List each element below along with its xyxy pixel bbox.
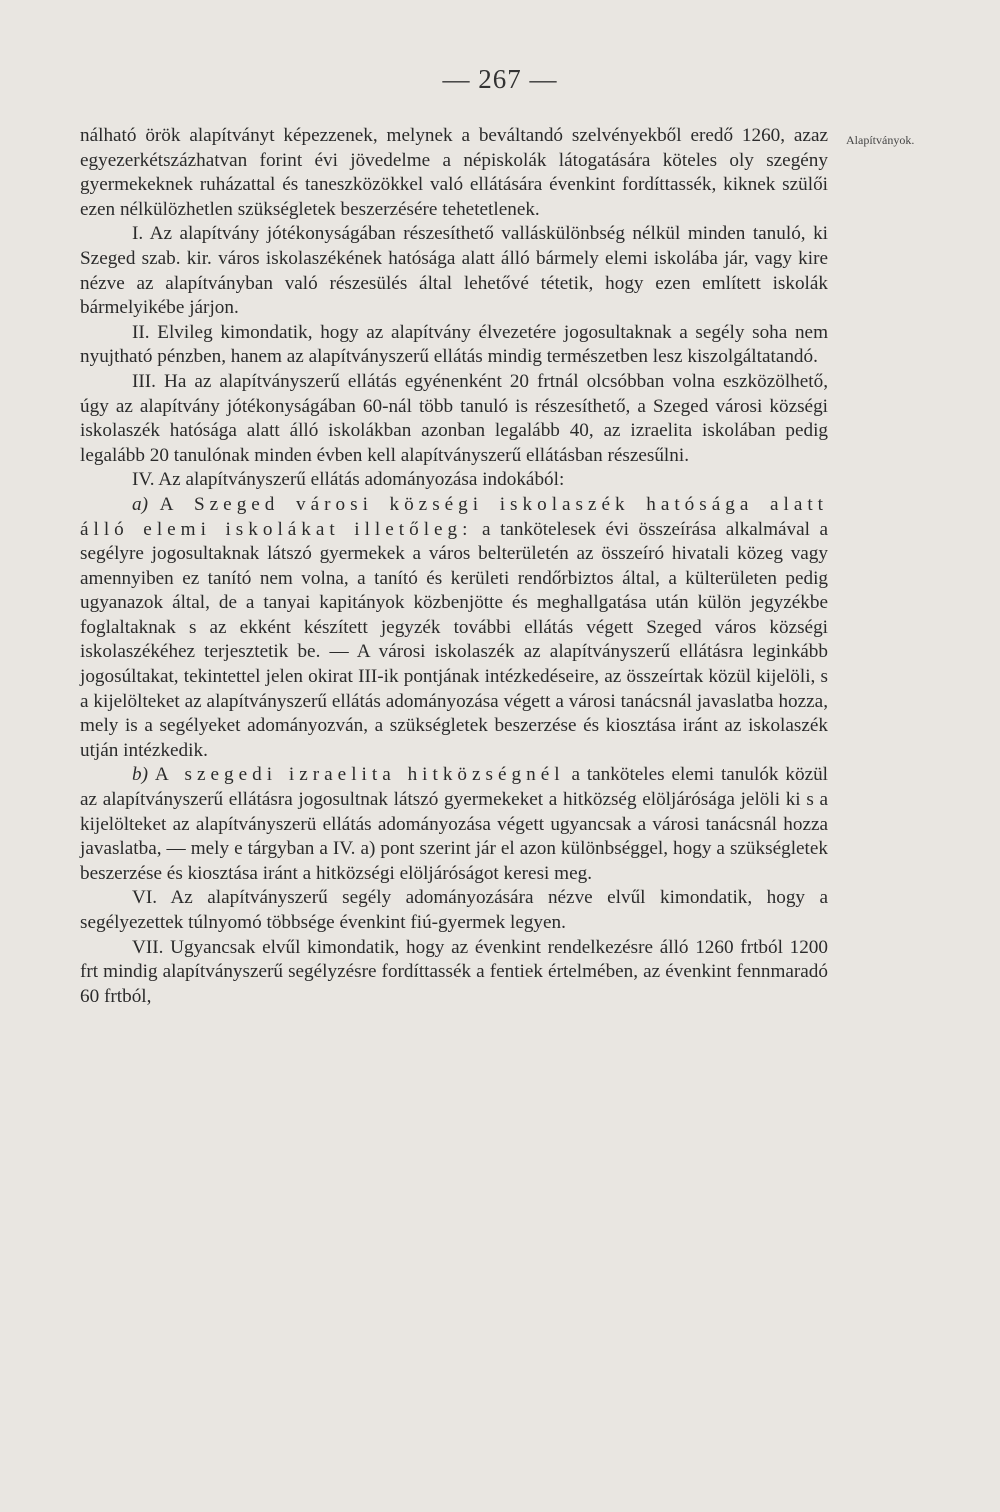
paragraph-intro: nálható örök alapítványt képezzenek, melynek a beváltandó szelvényekből eredő 1260, azaz egyezerkétszázhatvan forint évi jövedelme a népiskolák látogatására köteles oly szegény gyermekeknek ruházattal és taneszközökkel való ellátására évenkint fordíttassék, kiknek szülői ezen nélkülözhetlen szükségletek beszerzésére tehetetlenek.	[80, 125, 828, 220]
body-text	[80, 124, 828, 1009]
paragraph-ii: II. Elvileg kimondatik, hogy az alapítvány élvezetére jogosultaknak a segély soha nem nyujtható pénzben, hanem az alapítványszerű ellátás mindig természetben lesz kiszolgáltatandó.	[80, 321, 828, 368]
spaced-heading-a: A Szeged városi községi iskolaszék hatósága alatt álló elemi iskolákat illetőleg:	[80, 493, 828, 540]
page-number: — 267 —	[442, 64, 558, 94]
item-label-b: b)	[132, 764, 148, 786]
paragraph-vii: VII. Ugyancsak elvűl kimondatik, hogy az évenkint rendelkezésre álló 1260 frtból 1200 frt mindig alapítványszerű segélyzésre fordíttassék a fentiek értelmében, az évenkint fennmaradó 60 frtból,	[80, 936, 828, 1007]
paragraph-vi: VI. Az alapítványszerű segély adományozására nézve elvűl kimondatik, hogy a segélyezettek túlnyomó többsége évenkint fiú-gyermek legyen.	[80, 887, 828, 933]
spaced-heading-b: A szegedi izraelita hitközségnél	[154, 764, 565, 786]
paragraph-iv-a	[80, 493, 828, 764]
paragraph-i: I. Az alapítvány jótékonyságában részesíthető valláskülönbség nélkül minden tanuló, ki Szeged szab. kir. város iskolaszékének hatósága alatt álló bármely elemi iskolába jár, vagy kire nézve az alapítványban való részesülés által lehetővé tétetik, hogy ezen említett iskolák bármelyikébe járjon.	[80, 223, 828, 319]
paragraph-iv: IV. Az alapítványszerű ellátás adományozása indokából:	[132, 469, 565, 491]
paragraph-iii: III. Ha az alapítványszerű ellátás egyénenként 20 frtnál olcsóbban volna eszközölhető, úgy az alapítvány jótékonyságában 60-nál több tanuló is részesíthető, a Szeged városi községi iskolaszék hatósága alatt álló iskolákban azonban legalább 40, az izraelita iskolában pedig legalább 20 tanulónak minden évben kell alapítványszerű ellátásban részesűlni.	[80, 370, 828, 466]
item-label-a: a)	[132, 493, 148, 515]
margin-note: Alapítványok.	[846, 133, 915, 147]
paragraph-iv-a-text: a tankötelesek évi összeírása alkalmával a segélyre jogosultaknak látszó gyermekek a város belterületén az összeíró hivatali közeg vagy amennyiben ez tanító nem volna, a tanító és kerületi rendőrbiztos által, a külterületen pedig ugyanazok által, de a tanyai kapitányok közbenjötte és meghallgatása után külön jegyzékbe foglaltaknak s az ekként készített jegyzék további ellátás végett Szeged város községi iskolaszékéhez terjesztetik be. — A városi iskolaszék az alapítványszerű ellátásra leginkább jogosúltakat, tekintettel jelen okirat III-ik pontjának intézkedéseire, az összeírtak közül kijelöli, s a kijelölteket az alapítványszerű ellátás adományozása végett a városi tanácsnál javaslatba hozza, mely is a segélyeket adományozván, a szükségletek beszerzése és kiosztása iránt az iskolaszék utján intézkedik.	[80, 518, 829, 761]
paragraph-iv-b	[80, 763, 828, 886]
paragraph-iv-b-text: a tanköteles elemi tanulók közül az alapítványszerű ellátásra jogosultnak látszó gyermekeket a hitközség elöljárósága jelöli ki s a kijelölteket az alapítványszerü ellátás adományozása végett ugyancsak a városi tanácsnál hozza javaslatba, — mely e tárgyban a IV. a) pont szerint jár el azon különbséggel, hogy a szükségletek beszerzése és kiosztása iránt a hitközségi elöljáróságot keresi meg.	[80, 764, 829, 884]
